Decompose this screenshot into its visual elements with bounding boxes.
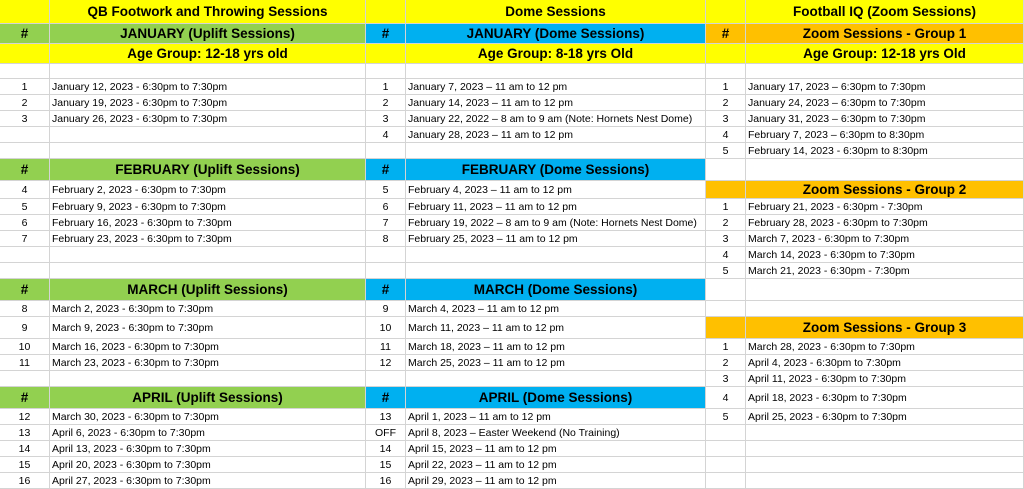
- age-group-row: [0, 44, 1024, 64]
- qb-session-number[interactable]: 7: [0, 231, 50, 247]
- qb-session-date[interactable]: February 2, 2023 - 6:30pm to 7:30pm: [50, 181, 366, 199]
- dome-session-number[interactable]: 10: [366, 317, 406, 339]
- table-row: [0, 425, 1024, 441]
- zoom-session-date[interactable]: [746, 457, 1024, 473]
- cell-col-2[interactable]: [366, 0, 406, 24]
- qb-session-number[interactable]: [0, 263, 50, 279]
- table-row: [0, 215, 1024, 231]
- dome-session-date[interactable]: January 28, 2023 – 11 am to 12 pm: [406, 127, 706, 143]
- month-header-row: [0, 159, 1024, 181]
- zoom-session-date[interactable]: April 25, 2023 - 6:30pm to 7:30pm: [746, 409, 1024, 425]
- dome-session-number[interactable]: 14: [366, 441, 406, 457]
- cell-col-5[interactable]: [746, 159, 1024, 181]
- dome-session-date[interactable]: April 22, 2023 – 11 am to 12 pm: [406, 457, 706, 473]
- zoom-session-number[interactable]: 2: [706, 215, 746, 231]
- qb-session-date[interactable]: March 30, 2023 - 6:30pm to 7:30pm: [50, 409, 366, 425]
- zoom-session-number[interactable]: 4: [706, 127, 746, 143]
- dome-session-number[interactable]: 15: [366, 457, 406, 473]
- dome-session-number[interactable]: 11: [366, 339, 406, 355]
- qb-session-date[interactable]: [50, 127, 366, 143]
- zoom-session-date[interactable]: March 21, 2023 - 6:30pm - 7:30pm: [746, 263, 1024, 279]
- dome-session-date[interactable]: February 11, 2023 – 11 am to 12 pm: [406, 199, 706, 215]
- qb-session-number[interactable]: 13: [0, 425, 50, 441]
- number-header[interactable]: #: [366, 279, 406, 301]
- qb-session-date[interactable]: March 23, 2023 - 6:30pm to 7:30pm: [50, 355, 366, 371]
- qb-session-number[interactable]: 1: [0, 79, 50, 95]
- dome-session-date[interactable]: January 22, 2022 – 8 am to 9 am (Note: Hornets Nest Dome): [406, 111, 706, 127]
- dome-session-date[interactable]: January 7, 2023 – 11 am to 12 pm: [406, 79, 706, 95]
- dome-session-number[interactable]: [366, 143, 406, 159]
- qb-session-date[interactable]: March 9, 2023 - 6:30pm to 7:30pm: [50, 317, 366, 339]
- table-row: [0, 409, 1024, 425]
- qb-session-number[interactable]: 8: [0, 301, 50, 317]
- zoom-session-date[interactable]: April 11, 2023 - 6:30pm to 7:30pm: [746, 371, 1024, 387]
- zoom-session-date[interactable]: January 31, 2023 – 6:30pm to 7:30pm: [746, 111, 1024, 127]
- table-row: [0, 317, 1024, 339]
- dome-session-date[interactable]: February 25, 2023 – 11 am to 12 pm: [406, 231, 706, 247]
- zoom-session-date[interactable]: January 17, 2023 – 6:30pm to 7:30pm: [746, 79, 1024, 95]
- cell-col-2[interactable]: [366, 44, 406, 64]
- zoom-session-number[interactable]: 5: [706, 263, 746, 279]
- zoom-session-date[interactable]: [746, 301, 1024, 317]
- month-header-january-dome[interactable]: JANUARY (Dome Sessions): [406, 24, 706, 44]
- zoom-session-number[interactable]: 5: [706, 409, 746, 425]
- dome-session-number[interactable]: 8: [366, 231, 406, 247]
- month-header-row: [0, 279, 1024, 301]
- table-row: [0, 339, 1024, 355]
- table-row: [0, 247, 1024, 263]
- number-header[interactable]: #: [0, 24, 50, 44]
- qb-session-date[interactable]: [50, 371, 366, 387]
- qb-session-number[interactable]: [0, 127, 50, 143]
- dome-column-title[interactable]: Dome Sessions: [406, 0, 706, 24]
- zoom-session-number[interactable]: [706, 64, 746, 79]
- dome-session-date[interactable]: [406, 247, 706, 263]
- month-header-february-qb[interactable]: FEBRUARY (Uplift Sessions): [50, 159, 366, 181]
- dome-session-date[interactable]: [406, 263, 706, 279]
- qb-session-date[interactable]: April 6, 2023 - 6:30pm to 7:30pm: [50, 425, 366, 441]
- month-header-march-dome[interactable]: MARCH (Dome Sessions): [406, 279, 706, 301]
- dome-session-date[interactable]: February 19, 2022 – 8 am to 9 am (Note: Hornets Nest Dome): [406, 215, 706, 231]
- table-row: [0, 111, 1024, 127]
- zoom-group-2-number[interactable]: [706, 181, 746, 199]
- dome-session-number[interactable]: 16: [366, 473, 406, 489]
- qb-session-number[interactable]: 11: [0, 355, 50, 371]
- qb-session-date[interactable]: March 16, 2023 - 6:30pm to 7:30pm: [50, 339, 366, 355]
- table-row: [0, 355, 1024, 371]
- number-header[interactable]: #: [706, 24, 746, 44]
- qb-session-number[interactable]: [0, 143, 50, 159]
- dome-session-number[interactable]: 2: [366, 95, 406, 111]
- zoom-session-date[interactable]: April 18, 2023 - 6:30pm to 7:30pm: [746, 387, 1024, 409]
- qb-session-number[interactable]: 16: [0, 473, 50, 489]
- zoom-session-date[interactable]: March 28, 2023 - 6:30pm to 7:30pm: [746, 339, 1024, 355]
- zoom-session-number[interactable]: [706, 457, 746, 473]
- table-row: [0, 199, 1024, 215]
- zoom-session-date[interactable]: February 14, 2023 - 6:30pm to 8:30pm: [746, 143, 1024, 159]
- number-header[interactable]: #: [366, 24, 406, 44]
- zoom-session-date[interactable]: February 28, 2023 - 6:30pm to 7:30pm: [746, 215, 1024, 231]
- zoom-session-number[interactable]: 3: [706, 231, 746, 247]
- qb-session-number[interactable]: 2: [0, 95, 50, 111]
- qb-session-date[interactable]: January 12, 2023 - 6:30pm to 7:30pm: [50, 79, 366, 95]
- zoom-session-number[interactable]: 3: [706, 371, 746, 387]
- zoom-session-number[interactable]: 4: [706, 247, 746, 263]
- zoom-column-title[interactable]: Football IQ (Zoom Sessions): [746, 0, 1024, 24]
- zoom-group-3-header[interactable]: Zoom Sessions - Group 3: [746, 317, 1024, 339]
- zoom-session-number[interactable]: 5: [706, 143, 746, 159]
- cell-col-4[interactable]: [706, 159, 746, 181]
- qb-session-date[interactable]: February 23, 2023 - 6:30pm to 7:30pm: [50, 231, 366, 247]
- dome-session-date[interactable]: April 1, 2023 – 11 am to 12 pm: [406, 409, 706, 425]
- zoom-session-number[interactable]: 2: [706, 355, 746, 371]
- cell-col-4[interactable]: [706, 0, 746, 24]
- qb-session-number[interactable]: 15: [0, 457, 50, 473]
- age-group-qb[interactable]: Age Group: 12-18 yrs old: [50, 44, 366, 64]
- cell-col-4[interactable]: [706, 44, 746, 64]
- zoom-session-number[interactable]: 1: [706, 199, 746, 215]
- number-header[interactable]: #: [366, 387, 406, 409]
- qb-session-number[interactable]: 9: [0, 317, 50, 339]
- dome-session-number[interactable]: 7: [366, 215, 406, 231]
- dome-session-number[interactable]: [366, 64, 406, 79]
- table-row: [0, 473, 1024, 489]
- dome-session-date[interactable]: [406, 143, 706, 159]
- zoom-session-date[interactable]: [746, 441, 1024, 457]
- dome-session-number[interactable]: OFF: [366, 425, 406, 441]
- dome-session-number[interactable]: 1: [366, 79, 406, 95]
- zoom-session-number[interactable]: 1: [706, 79, 746, 95]
- dome-session-number[interactable]: 9: [366, 301, 406, 317]
- zoom-session-date[interactable]: [746, 425, 1024, 441]
- dome-session-date[interactable]: April 15, 2023 – 11 am to 12 pm: [406, 441, 706, 457]
- zoom-session-date[interactable]: January 24, 2023 – 6:30pm to 7:30pm: [746, 95, 1024, 111]
- month-header-april-dome[interactable]: APRIL (Dome Sessions): [406, 387, 706, 409]
- qb-session-number[interactable]: 12: [0, 409, 50, 425]
- dome-session-number[interactable]: [366, 371, 406, 387]
- qb-session-number[interactable]: 14: [0, 441, 50, 457]
- table-row: [0, 231, 1024, 247]
- cell-col-0[interactable]: [0, 44, 50, 64]
- table-row: [0, 64, 1024, 79]
- cell-col-0[interactable]: [0, 0, 50, 24]
- zoom-session-number[interactable]: 1: [706, 339, 746, 355]
- qb-session-number[interactable]: 10: [0, 339, 50, 355]
- dome-session-number[interactable]: 6: [366, 199, 406, 215]
- qb-session-number[interactable]: 3: [0, 111, 50, 127]
- cell-col-5[interactable]: [746, 279, 1024, 301]
- zoom-session-date[interactable]: [746, 64, 1024, 79]
- qb-session-number[interactable]: [0, 64, 50, 79]
- zoom-session-date[interactable]: March 14, 2023 - 6:30pm to 7:30pm: [746, 247, 1024, 263]
- number-header[interactable]: #: [0, 387, 50, 409]
- table-row: [0, 441, 1024, 457]
- table-row: [0, 181, 1024, 199]
- age-group-dome[interactable]: Age Group: 8-18 yrs Old: [406, 44, 706, 64]
- qb-session-number[interactable]: [0, 247, 50, 263]
- number-header[interactable]: #: [0, 159, 50, 181]
- dome-session-date[interactable]: March 11, 2023 – 11 am to 12 pm: [406, 317, 706, 339]
- qb-session-date[interactable]: March 2, 2023 - 6:30pm to 7:30pm: [50, 301, 366, 317]
- dome-session-number[interactable]: 4: [366, 127, 406, 143]
- zoom-group-3-number[interactable]: [706, 317, 746, 339]
- dome-session-date[interactable]: March 18, 2023 – 11 am to 12 pm: [406, 339, 706, 355]
- zoom-session-number[interactable]: [706, 425, 746, 441]
- qb-session-date[interactable]: January 19, 2023 - 6:30pm to 7:30pm: [50, 95, 366, 111]
- dome-session-number[interactable]: [366, 263, 406, 279]
- zoom-session-number[interactable]: 2: [706, 95, 746, 111]
- month-header-row: [0, 387, 1024, 409]
- zoom-session-number[interactable]: [706, 473, 746, 489]
- dome-session-date[interactable]: [406, 371, 706, 387]
- dome-session-date[interactable]: January 14, 2023 – 11 am to 12 pm: [406, 95, 706, 111]
- qb-session-date[interactable]: [50, 247, 366, 263]
- dome-session-number[interactable]: 3: [366, 111, 406, 127]
- table-row: [0, 457, 1024, 473]
- dome-session-date[interactable]: March 25, 2023 – 11 am to 12 pm: [406, 355, 706, 371]
- zoom-session-number[interactable]: [706, 301, 746, 317]
- qb-column-title[interactable]: QB Footwork and Throwing Sessions: [50, 0, 366, 24]
- zoom-session-date[interactable]: March 7, 2023 - 6:30pm to 7:30pm: [746, 231, 1024, 247]
- dome-session-date[interactable]: April 8, 2023 – Easter Weekend (No Training): [406, 425, 706, 441]
- month-header-january-qb[interactable]: JANUARY (Uplift Sessions): [50, 24, 366, 44]
- table-row: [0, 127, 1024, 143]
- qb-session-date[interactable]: April 13, 2023 - 6:30pm to 7:30pm: [50, 441, 366, 457]
- table-row: [0, 143, 1024, 159]
- zoom-session-number[interactable]: 3: [706, 111, 746, 127]
- dome-session-date[interactable]: February 4, 2023 – 11 am to 12 pm: [406, 181, 706, 199]
- dome-session-number[interactable]: 5: [366, 181, 406, 199]
- zoom-group-2-header[interactable]: Zoom Sessions - Group 2: [746, 181, 1024, 199]
- zoom-session-date[interactable]: [746, 473, 1024, 489]
- zoom-session-number[interactable]: 4: [706, 387, 746, 409]
- table-row: [0, 95, 1024, 111]
- qb-session-date[interactable]: [50, 64, 366, 79]
- qb-session-date[interactable]: April 20, 2023 - 6:30pm to 7:30pm: [50, 457, 366, 473]
- dome-session-number[interactable]: 13: [366, 409, 406, 425]
- table-row: [0, 301, 1024, 317]
- qb-session-date[interactable]: February 9, 2023 - 6:30pm to 7:30pm: [50, 199, 366, 215]
- dome-session-date[interactable]: April 29, 2023 – 11 am to 12 pm: [406, 473, 706, 489]
- title-row: [0, 0, 1024, 24]
- table-row: [0, 263, 1024, 279]
- table-row: [0, 79, 1024, 95]
- zoom-session-date[interactable]: April 4, 2023 - 6:30pm to 7:30pm: [746, 355, 1024, 371]
- qb-session-date[interactable]: [50, 263, 366, 279]
- age-group-zoom[interactable]: Age Group: 12-18 yrs Old: [746, 44, 1024, 64]
- zoom-session-date[interactable]: February 7, 2023 – 6:30pm to 8:30pm: [746, 127, 1024, 143]
- qb-session-date[interactable]: February 16, 2023 - 6:30pm to 7:30pm: [50, 215, 366, 231]
- number-header[interactable]: #: [0, 279, 50, 301]
- qb-session-number[interactable]: 4: [0, 181, 50, 199]
- cell-col-4[interactable]: [706, 279, 746, 301]
- table-row: [0, 371, 1024, 387]
- zoom-group-1-header[interactable]: Zoom Sessions - Group 1: [746, 24, 1024, 44]
- qb-session-number[interactable]: 6: [0, 215, 50, 231]
- dome-session-date[interactable]: March 4, 2023 – 11 am to 12 pm: [406, 301, 706, 317]
- month-header-march-qb[interactable]: MARCH (Uplift Sessions): [50, 279, 366, 301]
- qb-session-number[interactable]: 5: [0, 199, 50, 215]
- qb-session-date[interactable]: April 27, 2023 - 6:30pm to 7:30pm: [50, 473, 366, 489]
- dome-session-number[interactable]: 12: [366, 355, 406, 371]
- dome-session-date[interactable]: [406, 64, 706, 79]
- dome-session-number[interactable]: [366, 247, 406, 263]
- qb-session-number[interactable]: [0, 371, 50, 387]
- qb-session-date[interactable]: January 26, 2023 - 6:30pm to 7:30pm: [50, 111, 366, 127]
- qb-session-date[interactable]: [50, 143, 366, 159]
- month-header-row: [0, 24, 1024, 44]
- zoom-session-date[interactable]: February 21, 2023 - 6:30pm - 7:30pm: [746, 199, 1024, 215]
- number-header[interactable]: #: [366, 159, 406, 181]
- month-header-april-qb[interactable]: APRIL (Uplift Sessions): [50, 387, 366, 409]
- zoom-session-number[interactable]: [706, 441, 746, 457]
- month-header-february-dome[interactable]: FEBRUARY (Dome Sessions): [406, 159, 706, 181]
